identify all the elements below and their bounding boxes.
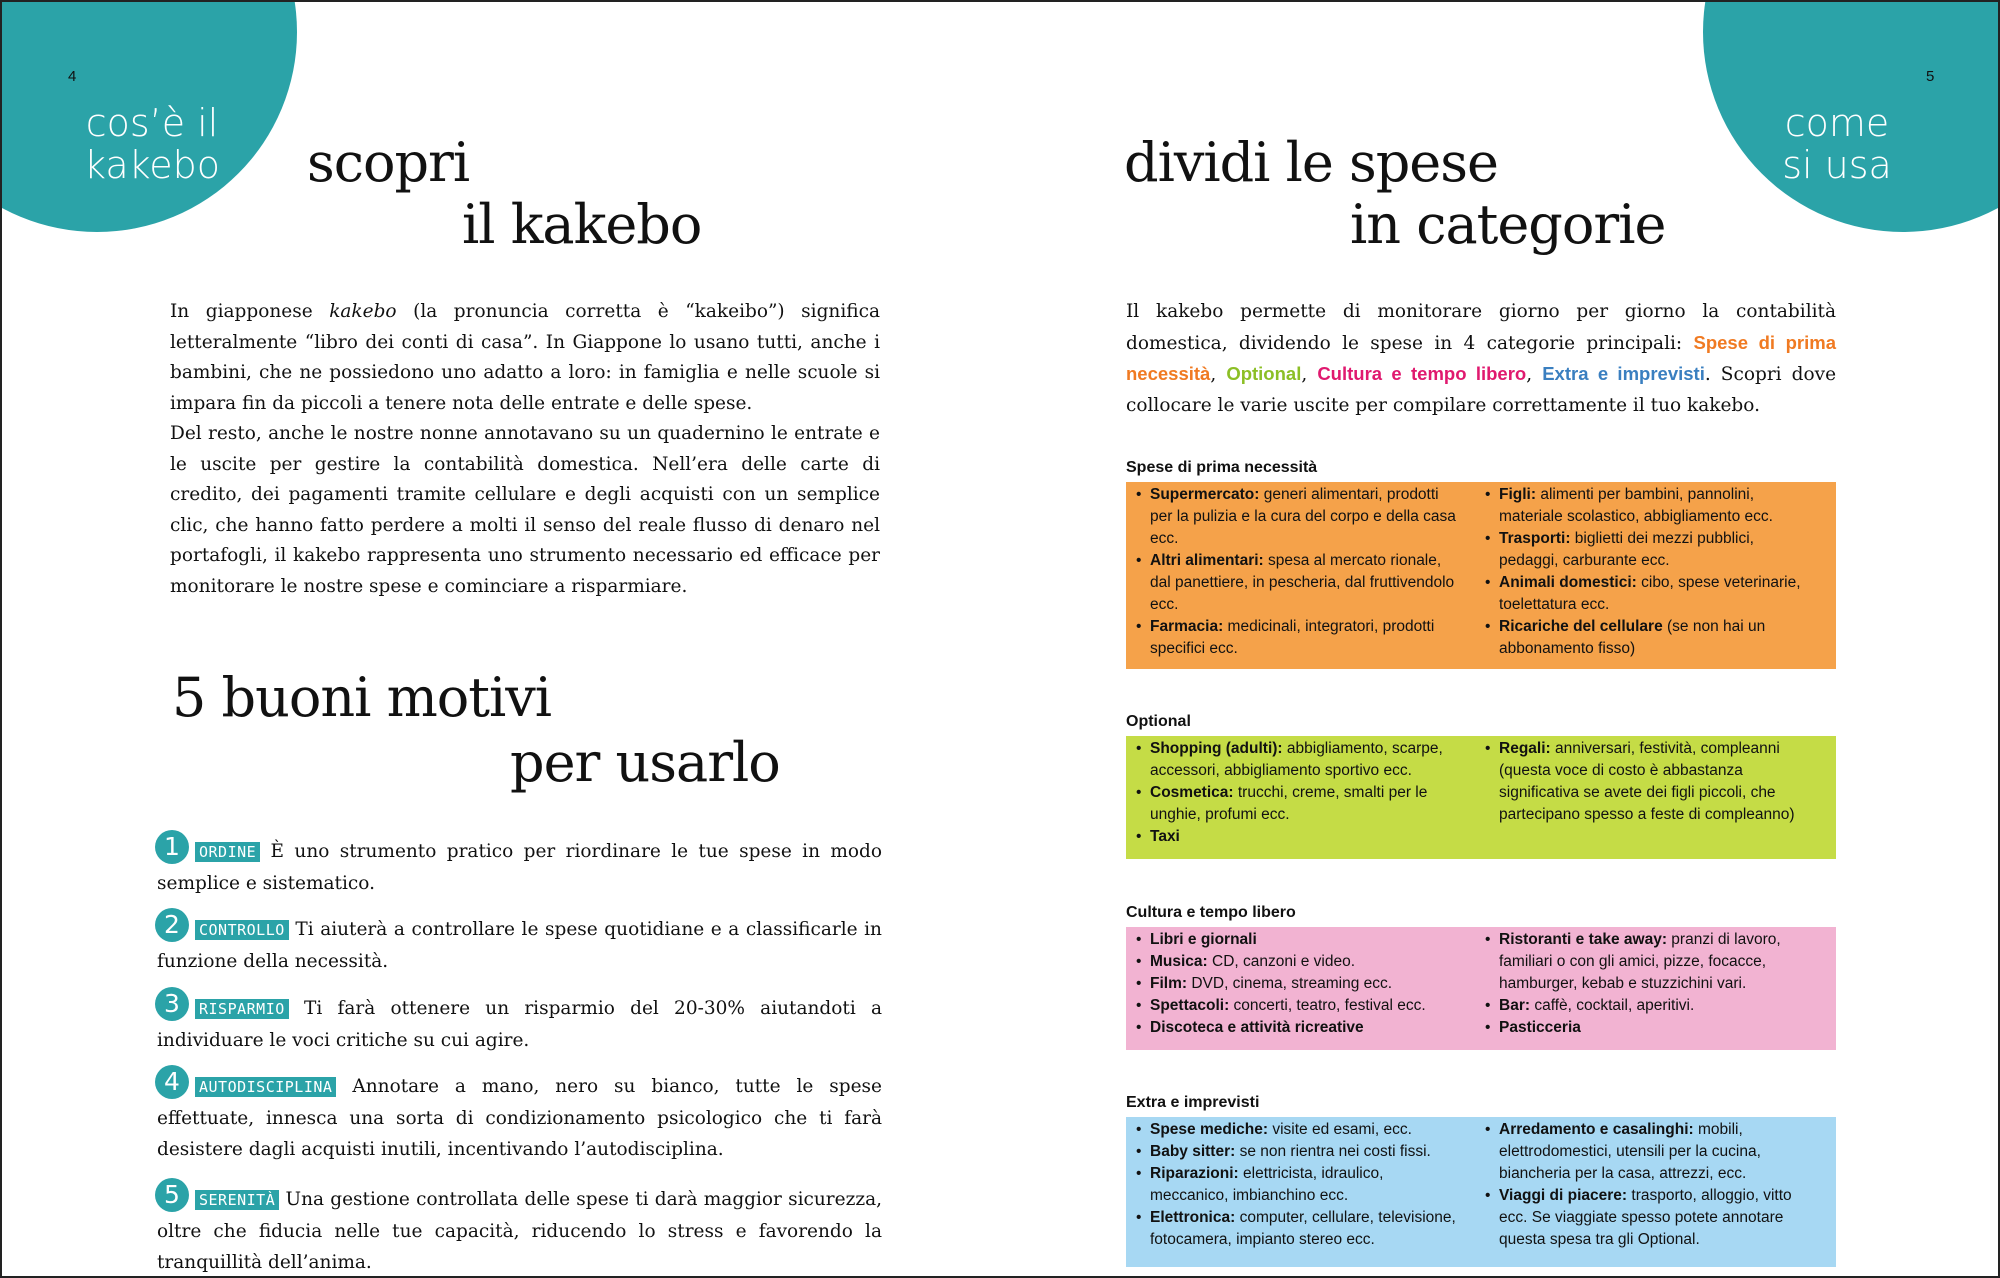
reason-5-body: [157, 1184, 882, 1278]
category-box-prima-necessita: [1126, 482, 1836, 669]
list-item: • Spettacoli: concerti, teatro, festival ecc.: [1132, 995, 1461, 1017]
intro-text: [170, 297, 880, 602]
reason-tag-3: RISPARMIO: [195, 999, 289, 1019]
right-intro-after: . Scopri dove collocare le varie uscite per compilare correttamente il tuo kakebo.: [1126, 364, 1837, 416]
page-number-right: 5: [1926, 68, 1935, 85]
category-box-extra: [1126, 1117, 1836, 1267]
list-item: • Animali domestici: cibo, spese veterinarie, toelettatura ecc.: [1481, 572, 1810, 616]
right-intro-text: [1126, 297, 1836, 421]
reason-3: [157, 989, 882, 1056]
list-item: • Baby sitter: se non rientra nei costi fissi.: [1132, 1141, 1461, 1163]
reason-number-4: 4: [155, 1065, 189, 1099]
list-item: • Elettronica: computer, cellulare, televisione, fotocamera, impianto stereo ecc.: [1132, 1207, 1461, 1251]
category-1-left-column: [1132, 484, 1481, 665]
intro-p1-part-2-italic: kakebo: [329, 301, 397, 322]
right-intro-before: Il kakebo permette di monitorare giorno per giorno la contabilità domestica, dividendo le spese in 4 categorie principali:: [1126, 301, 1836, 354]
list-item: • Musica: CD, canzoni e video.: [1132, 951, 1461, 973]
category-1-right-column: [1481, 484, 1830, 665]
reason-5: [157, 1180, 882, 1278]
reason-number-2: 2: [155, 908, 189, 942]
intro-p1-part-3: (la pronuncia corretta è “kakeibo”) significa letteralmente “libro dei conti di casa”. In Giappone lo usano tutti, anche i bambini, che ne possiedono uno adatto a loro: in famiglia e nelle scuole si impara fin da piccoli a tenere nota delle entrate e delle spese.: [170, 301, 880, 414]
left-corner-label: [62, 102, 242, 186]
right-intro-sep-2: ,: [1301, 364, 1318, 385]
category-4-left-column: [1132, 1119, 1481, 1263]
category-box-cultura: [1126, 927, 1836, 1050]
intro-paragraph-1: [170, 297, 880, 419]
reason-2: [157, 910, 882, 977]
reason-2-body: [157, 914, 882, 977]
list-item: • Farmacia: medicinali, integratori, prodotti specifici ecc.: [1132, 616, 1461, 660]
keyword-prima-necessita: Spese di prima necessità: [1126, 331, 1836, 384]
right-intro-sep-3: ,: [1526, 364, 1543, 385]
left-corner-label-line-2: kakebo: [83, 143, 221, 187]
intro-paragraph-2: Del resto, anche le nostre nonne annotavano su un quadernino le entrate e le uscite per gestire la contabilità domestica. Nell’era delle carte di credito, dei pagamenti tramite cellulare e degli acquisti con un semplice clic, che hanno fatto perdere a molti il senso del reale flusso di denaro nel portafogli, il kakebo rappresenta uno strumento necessario ed efficace per monitorare le nostre spese e cominciare a risparmiare.: [170, 423, 880, 597]
reason-1-body: [157, 836, 882, 899]
left-subtitle-line-2: per usarlo: [510, 731, 780, 794]
left-title-line-2: il kakebo: [462, 193, 702, 256]
list-item: • Riparazioni: elettricista, idraulico, meccanico, imbianchino ecc.: [1132, 1163, 1461, 1207]
category-title-optional: Optional: [1126, 713, 1191, 730]
reason-tag-2: CONTROLLO: [195, 920, 289, 940]
list-item: • Regali: anniversari, festività, compleanni (questa voce di costo è abbastanza significativa se avete dei figli piccoli, che partecipano spesso a feste di compleanno): [1481, 738, 1810, 826]
list-item: • Cosmetica: trucchi, creme, smalti per le unghie, profumi ecc.: [1132, 782, 1461, 826]
intro-p1-part-1: In giapponese: [170, 301, 330, 322]
right-intro-sep-1: ,: [1210, 364, 1227, 385]
reason-number-3: 3: [155, 987, 189, 1021]
category-3-left-column: [1132, 929, 1481, 1046]
list-item: • Ristoranti e take away: pranzi di lavoro, familiari o con gli amici, pizze, focacce, hamburger, kebab e stuzzichini vari.: [1481, 929, 1810, 995]
category-box-optional: [1126, 736, 1836, 859]
keyword-optional: Optional: [1226, 363, 1302, 384]
right-title-line-2: in categorie: [1350, 193, 1666, 256]
reason-number-5: 5: [155, 1178, 189, 1212]
list-item: • Arredamento e casalinghi: mobili, elettrodomestici, utensili per la cucina, biancheria per la casa, attrezzi, ecc.: [1481, 1119, 1810, 1185]
list-item: • Spese mediche: visite ed esami, ecc.: [1132, 1119, 1461, 1141]
category-4-right-column: [1481, 1119, 1830, 1263]
left-title-line-1: scopri: [307, 131, 470, 194]
reason-tag-1: ORDINE: [195, 842, 260, 862]
category-3-right-column: [1481, 929, 1830, 1046]
reason-4: [157, 1067, 882, 1165]
list-item: • Discoteca e attività ricreative: [1132, 1017, 1461, 1039]
right-corner-label: [1747, 102, 1927, 186]
keyword-cultura: Cultura e tempo libero: [1317, 363, 1527, 384]
list-item: • Film: DVD, cinema, streaming ecc.: [1132, 973, 1461, 995]
left-subtitle-line-1: 5 buoni motivi: [172, 666, 552, 729]
reason-4-body: [157, 1071, 882, 1165]
category-title-extra: Extra e imprevisti: [1126, 1094, 1260, 1111]
list-item: • Figli: alimenti per bambini, pannolini, materiale scolastico, abbigliamento ecc.: [1481, 484, 1810, 528]
reason-tag-4: AUTODISCIPLINA: [195, 1077, 336, 1097]
reason-text-5: Una gestione controllata delle spese ti darà maggior sicurezza, oltre che fiducia nelle tue capacità, riducendo lo stress e favorendo la tranquillità dell’anima.: [157, 1189, 882, 1273]
list-item: • Supermercato: generi alimentari, prodotti per la pulizia e la cura del corpo e della casa ecc.: [1132, 484, 1461, 550]
list-item: • Altri alimentari: spesa al mercato rionale, dal panettiere, in pescheria, dal fruttivendolo ecc.: [1132, 550, 1461, 616]
left-corner-label-line-1: cos’è il: [85, 101, 219, 145]
reason-tag-5: SERENITÀ: [195, 1190, 279, 1210]
reason-1: [157, 832, 882, 899]
right-corner-label-line-2: si usa: [1782, 143, 1892, 187]
reason-text-2: Ti aiuterà a controllare le spese quotidiane e a classificarle in funzione della necessità.: [157, 919, 882, 972]
list-item: • Ricariche del cellulare (se non hai un abbonamento fisso): [1481, 616, 1810, 660]
reason-text-3: Ti farà ottenere un risparmio del 20-30% aiutandoti a individuare le voci critiche su cui agire.: [157, 998, 882, 1051]
category-title-cultura: Cultura e tempo libero: [1126, 904, 1296, 921]
category-2-right-column: [1481, 738, 1830, 855]
list-item: • Shopping (adulti): abbigliamento, scarpe, accessori, abbigliamento sportivo ecc.: [1132, 738, 1461, 782]
right-title-line-1: dividi le spese: [1124, 131, 1498, 194]
right-intro-paragraph: [1126, 297, 1836, 421]
page-number-left: 4: [68, 68, 77, 85]
right-corner-label-line-1: come: [1784, 101, 1890, 145]
keyword-extra: Extra e imprevisti: [1542, 363, 1705, 384]
reason-text-1: È uno strumento pratico per riordinare le tue spese in modo semplice e sistematico.: [157, 841, 882, 894]
reason-3-body: [157, 993, 882, 1056]
list-item: • Pasticceria: [1481, 1017, 1810, 1039]
category-2-left-column: [1132, 738, 1481, 855]
reason-number-1: 1: [155, 830, 189, 864]
list-item: • Viaggi di piacere: trasporto, alloggio, vitto ecc. Se viaggiate spesso potete annotare questa spesa tra gli Optional.: [1481, 1185, 1810, 1251]
list-item: • Libri e giornali: [1132, 929, 1461, 951]
category-title-prima-necessita: Spese di prima necessità: [1126, 459, 1318, 476]
list-item: • Trasporti: biglietti dei mezzi pubblici, pedaggi, carburante ecc.: [1481, 528, 1810, 572]
reason-text-4: Annotare a mano, nero su bianco, tutte le spese effettuate, innesca una sorta di condizionamento psicologico che ti farà desistere dagli acquisti inutili, incentivando l’autodisciplina.: [157, 1076, 882, 1160]
list-item: • Bar: caffè, cocktail, aperitivi.: [1481, 995, 1810, 1017]
list-item: • Taxi: [1132, 826, 1461, 848]
